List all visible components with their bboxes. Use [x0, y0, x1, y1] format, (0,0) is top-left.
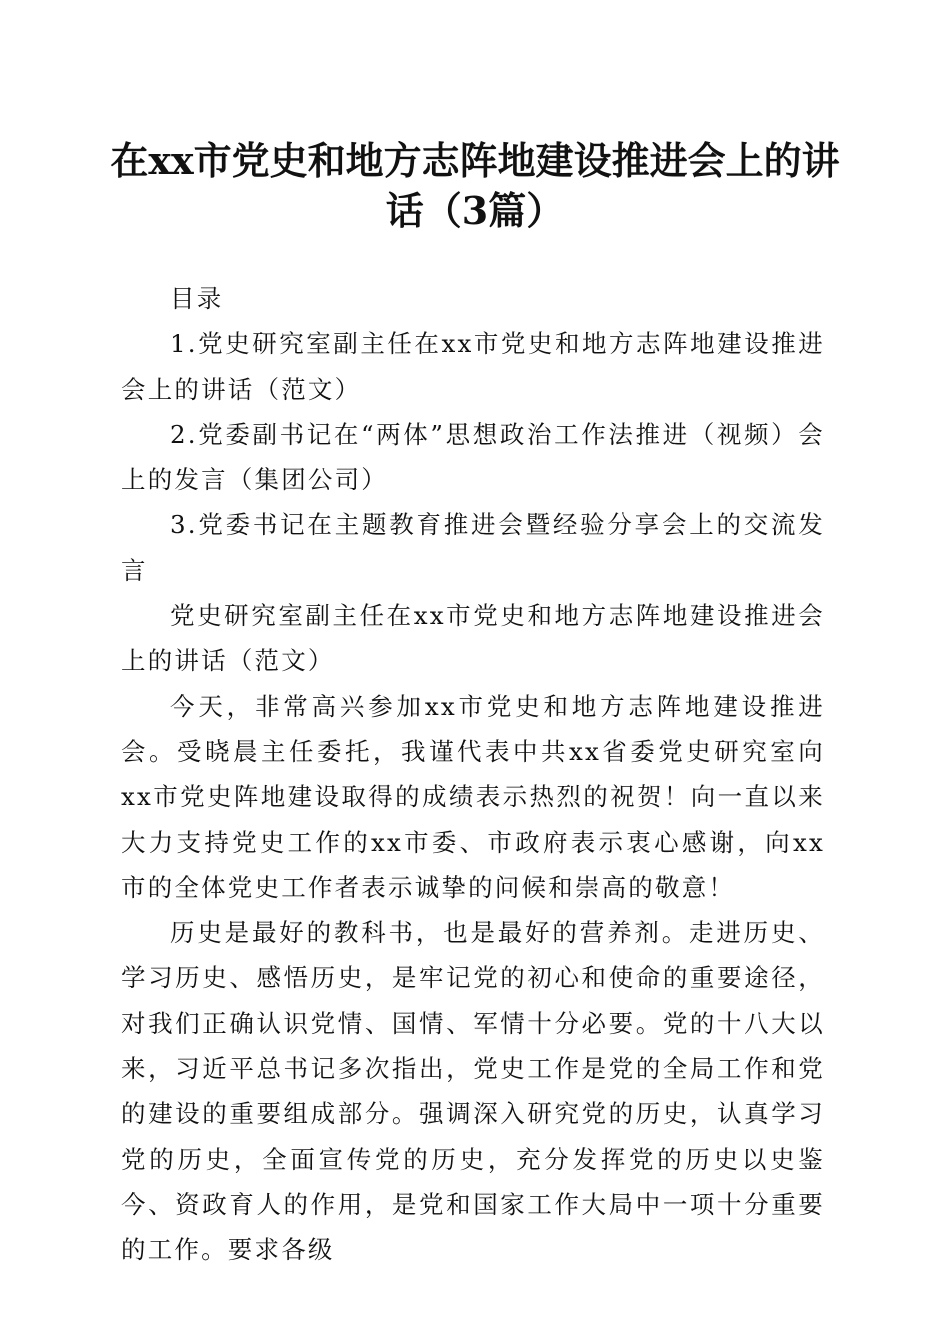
- section-heading: 党史研究室副主任在xx市党史和地方志阵地建设推进会上的讲话（范文）: [121, 601, 825, 676]
- paragraph-1: 今天，非常高兴参加xx市党史和地方志阵地建设推进会。受晓晨主任委托，我谨代表中共xx省委党史研究室向xx市党史阵地建设取得的成绩表示热烈的祝贺！向一直以来大力支持党史工作的xx市委、市政府表示衷心感谢，向xx市的全体党史工作者表示诚挚的问候和崇高的敬意！: [121, 691, 825, 902]
- toc-heading: 目录: [170, 284, 224, 313]
- toc-item-1: 1.党史研究室副主任在xx市党史和地方志阵地建设推进会上的讲话（范文）: [121, 329, 825, 404]
- paragraph-2: 历史是最好的教科书，也是最好的营养剂。走进历史、学习历史、感悟历史，是牢记党的初心和使命的重要途径，对我们正确认识党情、国情、军情十分必要。党的十八大以来，习近平总书记多次指出，党史工作是党的全局工作和党的建设的重要组成部分。强调深入研究党的历史，认真学习党的历史，全面宣传党的历史，充分发挥党的历史以史鉴今、资政育人的作用，是党和国家工作大局中一项十分重要的工作。要求各级: [121, 918, 825, 1265]
- document-title: 在xx市党史和地方志阵地建设推进会上的讲话（3篇）: [110, 138, 840, 233]
- toc-item-3: 3.党委书记在主题教育推进会暨经验分享会上的交流发言: [121, 510, 825, 585]
- toc-item-2: 2.党委副书记在“两体”思想政治工作法推进（视频）会上的发言（集团公司）: [121, 419, 825, 495]
- document-body: [121, 276, 825, 1273]
